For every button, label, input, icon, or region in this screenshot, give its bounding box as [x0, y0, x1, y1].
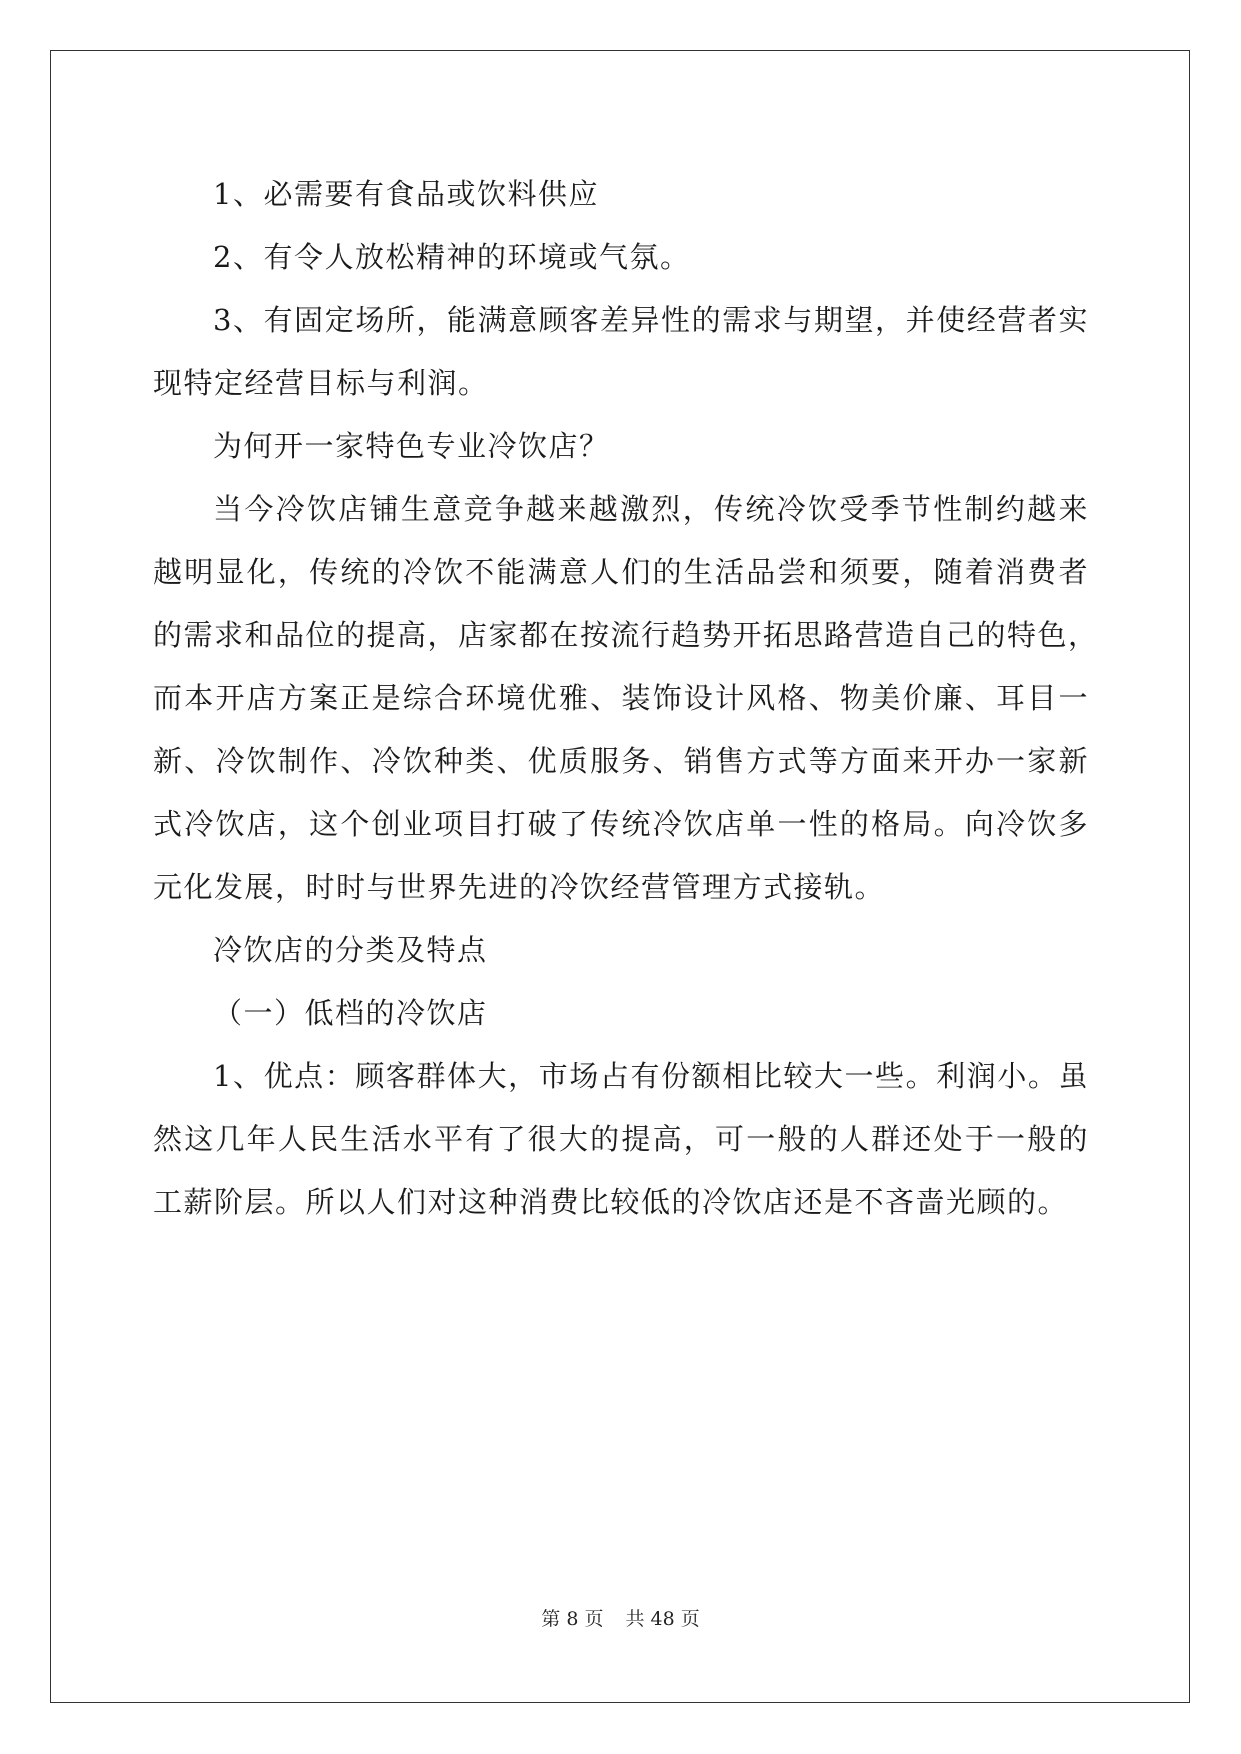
list-item-3-line-1: 3、有固定场所，能满意顾客差异性的需求与期望，并使经营者实: [213, 303, 1089, 337]
paragraph-line: 工薪阶层。所以人们对这种消费比较低的冷饮店还是不吝啬光顾的。: [153, 1185, 1069, 1219]
paragraph-line: 的需求和品位的提高，店家都在按流行趋势开拓思路营造自己的特色，: [153, 618, 1099, 652]
page-number: 第 8 页: [541, 1608, 604, 1630]
page-total: 共 48 页: [625, 1608, 700, 1630]
section-heading-why: 为何开一家特色专业冷饮店？: [213, 429, 610, 463]
paragraph-line: 而本开店方案正是综合环境优雅、装饰设计风格、物美价廉、耳目一: [153, 681, 1089, 715]
paragraph-line: 越明显化，传统的冷饮不能满意人们的生活品尝和须要，随着消费者: [153, 555, 1089, 589]
paragraph-line: 元化发展，时时与世界先进的冷饮经营管理方式接轨。: [153, 870, 886, 904]
section-heading-categories: 冷饮店的分类及特点: [213, 933, 488, 967]
paragraph-line: 1、优点：顾客群体大，市场占有份额相比较大一些。利润小。虽: [213, 1059, 1089, 1093]
paragraph-line: 当今冷饮店铺生意竞争越来越激烈，传统冷饮受季节性制约越来: [213, 492, 1089, 526]
subsection-heading-low-end: （一）低档的冷饮店: [213, 996, 488, 1030]
paragraph-line: 式冷饮店，这个创业项目打破了传统冷饮店单一性的格局。向冷饮多: [153, 807, 1089, 841]
list-item-1: 1、必需要有食品或饮料供应: [213, 177, 599, 211]
document-body: [153, 163, 1099, 1234]
page-footer: [0, 1604, 1241, 1631]
paragraph-line: 然这几年人民生活水平有了很大的提高，可一般的人群还处于一般的: [153, 1122, 1089, 1156]
list-item-3-line-2: 现特定经营目标与利润。: [153, 366, 489, 400]
list-item-2: 2、有令人放松精神的环境或气氛。: [213, 240, 691, 274]
paragraph-line: 新、冷饮制作、冷饮种类、优质服务、销售方式等方面来开办一家新: [153, 744, 1089, 778]
